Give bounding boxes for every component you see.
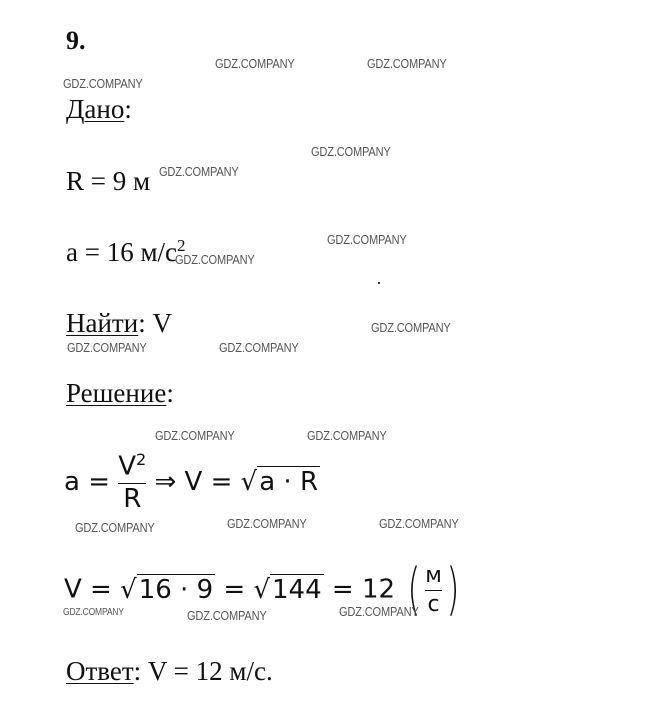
equation-velocity-formula bbox=[64, 452, 320, 513]
eq2-unit-fraction bbox=[425, 564, 442, 615]
eq1-radicand: a · R bbox=[259, 467, 319, 498]
eq1-sqrt bbox=[241, 467, 320, 497]
watermark: GDZ.COMPANY bbox=[63, 76, 143, 91]
answer-line bbox=[66, 656, 273, 687]
sqrt-sign: √ bbox=[120, 574, 137, 605]
answer-value: : V = 12 м/с. bbox=[133, 656, 273, 686]
watermark: GDZ.COMPANY bbox=[219, 340, 299, 355]
eq2-radicand-1: 16 · 9 bbox=[138, 574, 214, 605]
watermark: GDZ.COMPANY bbox=[327, 232, 407, 247]
eq1-numerator: $V^2$ bbox=[118, 450, 147, 482]
eq1-denominator: R bbox=[123, 483, 142, 514]
eq2-paren-close: ) bbox=[446, 557, 460, 622]
find-heading: Найти bbox=[66, 308, 139, 338]
watermark: GDZ.COMPANY bbox=[63, 607, 124, 618]
sqrt-sign: √ bbox=[253, 574, 271, 605]
eq2-unit-bar bbox=[425, 590, 442, 591]
watermark: GDZ.COMPANY bbox=[311, 144, 391, 159]
eq2-paren-open: ( bbox=[407, 557, 421, 622]
watermark: GDZ.COMPANY bbox=[67, 340, 147, 355]
find-line bbox=[66, 308, 172, 339]
given-heading-line bbox=[66, 94, 132, 125]
eq2-sqrt-1 bbox=[120, 575, 215, 605]
eq2-unit-numerator: м bbox=[425, 563, 442, 589]
given-heading: Дано bbox=[66, 94, 125, 124]
eq1-left: a = bbox=[64, 467, 110, 498]
watermark: GDZ.COMPANY bbox=[227, 516, 307, 531]
given-acceleration-base: a = 16 м/с bbox=[66, 237, 178, 267]
eq2-left: V = bbox=[64, 574, 112, 605]
eq2-equals: = bbox=[223, 574, 246, 605]
find-target: : V bbox=[138, 308, 172, 338]
watermark: GDZ.COMPANY bbox=[307, 428, 387, 443]
given-acceleration-exponent: 2 bbox=[177, 236, 186, 255]
eq2-radicand-2: 144 bbox=[272, 574, 322, 605]
solution-heading: Решение bbox=[66, 378, 167, 408]
eq2-unit-denominator: с bbox=[427, 591, 440, 617]
eq1-fraction bbox=[118, 452, 146, 513]
watermark: GDZ.COMPANY bbox=[159, 164, 239, 179]
given-acceleration bbox=[66, 236, 186, 268]
watermark: GDZ.COMPANY bbox=[155, 428, 235, 443]
watermark: GDZ.COMPANY bbox=[187, 608, 267, 623]
stray-dot bbox=[378, 282, 380, 284]
solution-colon: : bbox=[166, 378, 174, 408]
watermark: GDZ.COMPANY bbox=[339, 604, 419, 619]
watermark: GDZ.COMPANY bbox=[75, 520, 155, 535]
given-colon: : bbox=[124, 94, 132, 124]
watermark: GDZ.COMPANY bbox=[215, 56, 295, 71]
watermark: GDZ.COMPANY bbox=[371, 320, 451, 335]
watermark: GDZ.COMPANY bbox=[379, 516, 459, 531]
eq2-sqrt-2 bbox=[253, 575, 323, 605]
watermark: GDZ.COMPANY bbox=[175, 252, 255, 267]
sqrt-sign: √ bbox=[240, 467, 258, 498]
answer-heading: Ответ bbox=[66, 656, 134, 686]
eq1-arrow: ⇒ V = bbox=[154, 467, 233, 498]
given-radius: R = 9 м bbox=[66, 166, 151, 196]
eq2-result: = 12 bbox=[331, 574, 396, 605]
solution-heading-line bbox=[66, 378, 174, 409]
watermark: GDZ.COMPANY bbox=[367, 56, 447, 71]
problem-number: 9. bbox=[66, 26, 86, 55]
